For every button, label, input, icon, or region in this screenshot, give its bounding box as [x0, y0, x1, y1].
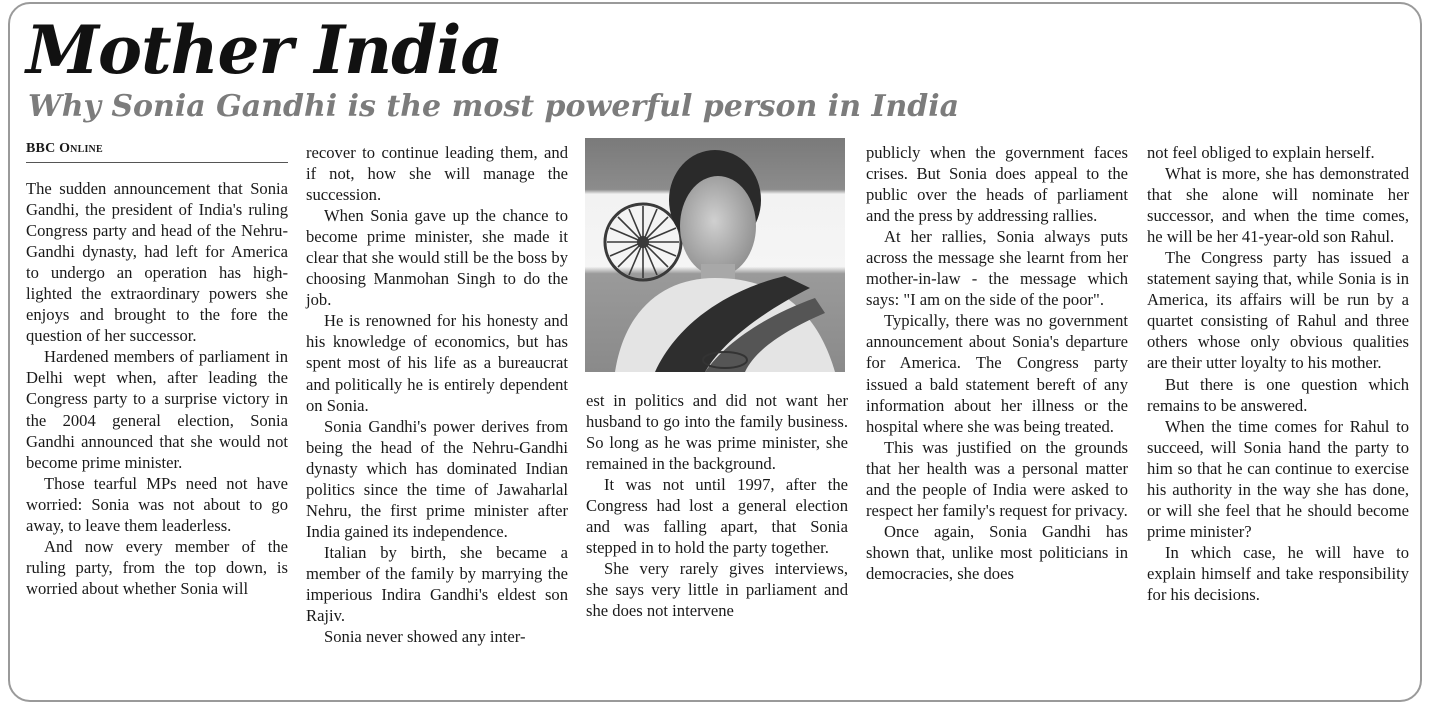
portrait-photo	[585, 138, 845, 372]
paragraph: In which case, he will have to explain himself and take responsibility for his decisions.	[1147, 542, 1409, 604]
subheadline: Why Sonia Gandhi is the most powerful person in India	[28, 89, 960, 124]
paragraph: The sudden announcement that Sonia Gandhi, the president of India's ruling Congress party and head of the Nehru-Gandhi dynasty, had left for America to undergo an operation has highlighted the extraordinary powers she enjoys and brought to the fore the question of her successor.	[26, 179, 288, 346]
paragraph: What is more, she has demonstrated that she alone will nominate her successor, and when the time comes, he will be her 41-year-old son Rahul.	[1147, 164, 1409, 247]
paragraph: When the time comes for Rahul to succeed, will Sonia hand the party to him so that he can continue to exercise his authority in the way she has done, or will she feel that he should become prime minister?	[1147, 416, 1409, 541]
article-column-1	[26, 140, 288, 599]
paragraph: But there is one question which remains to be answered.	[1147, 374, 1409, 415]
paragraph: Those tearful MPs need not have worried: Sonia was not about to go away, to leave them leaderless.	[26, 473, 288, 535]
paragraph: not feel obliged to explain herself.	[1147, 143, 1375, 162]
paragraph: Hardened members of parliament in Delhi wept when, after leading the Congress party to a surprise victory in the 2004 general election, Sonia Gandhi announced that she would not become prime minister.	[26, 347, 288, 472]
article-column-5	[1147, 142, 1409, 605]
paragraph: Sonia Gandhi's power derives from being the head of the Nehru-Gandhi dynasty which has dominated Indian politics since the time of Jawaharlal Nehru, the first prime minister after India gained its independence.	[306, 416, 568, 541]
paragraph: The Congress party has issued a statement saying that, while Sonia is in America, its affairs will be run by a quartet consisting of Rahul and three others whose only obvious qualities are their utter loyalty to his mother.	[1147, 248, 1409, 373]
article-column-4	[866, 142, 1128, 584]
paragraph: When Sonia gave up the chance to become prime minister, she made it clear that she would still be the boss by choosing Manmohan Singh to do the job.	[306, 206, 568, 310]
paragraph: recover to continue leading them, and if not, how she will manage the succession.	[306, 143, 568, 205]
paragraph: He is renowned for his honesty and his knowledge of economics, but has spent most of his life as a bureaucrat and politically he is entirely dependent on Sonia.	[306, 311, 568, 415]
article-column-2	[306, 142, 568, 647]
byline: BBC Online	[26, 140, 288, 163]
paragraph: Once again, Sonia Gandhi has shown that, unlike most politicians in democracies, she does	[866, 521, 1128, 583]
paragraph: It was not until 1997, after the Congress had lost a general election and was falling apart, that Sonia stepped in to hold the party together.	[586, 475, 848, 558]
paragraph: Italian by birth, she became a member of the family by marrying the imperious Indira Gandhi's eldest son Rajiv.	[306, 542, 568, 626]
paragraph: And now every member of the ruling party, from the top down, is worried about whether Sonia will	[26, 536, 288, 598]
headline: Mother India	[26, 11, 503, 89]
paragraph: She very rarely gives interviews, she says very little in parliament and she does not intervene	[586, 559, 848, 621]
article-column-3	[586, 390, 848, 622]
paragraph: At her rallies, Sonia always puts across the message she learnt from her mother-in-law - the message which says: "I am on the side of the poor".	[866, 227, 1128, 310]
paragraph: Typically, there was no government announcement about Sonia's departure for America. The Congress party issued a bald statement bereft of any information about her illness or the hospital where she was being treated.	[866, 311, 1128, 436]
paragraph: Sonia never showed any inter-	[324, 627, 526, 647]
paragraph: est in politics and did not want her husband to go into the family business. So long as he was prime minister, she remained in the background.	[586, 391, 848, 474]
paragraph: publicly when the government faces crises. But Sonia does appeal to the public over the heads of parliament and the press by addressing rallies.	[866, 143, 1128, 226]
paragraph: This was justified on the grounds that her health was a personal matter and the people of India were asked to respect her family's request for privacy.	[866, 437, 1128, 520]
